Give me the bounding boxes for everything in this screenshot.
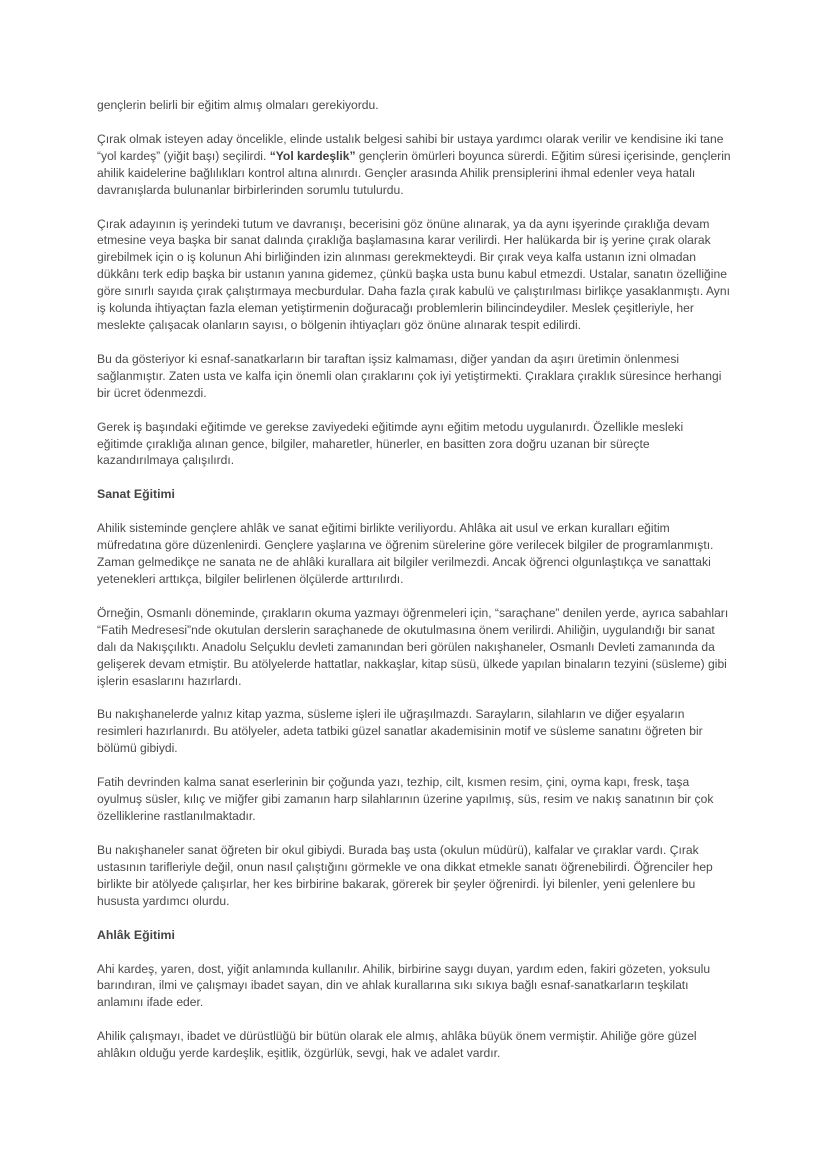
paragraph-3: Çırak adayının iş yerindeki tutum ve davranışı, becerisini göz önüne alınarak, ya da aynı işyerinde çıraklığa devam etmesine veya başka bir sanat dalında çıraklığa başlamasına karar verilirdi. Her halükarda bir iş yerine çırak olarak girebilmek için o iş kolunun Ahi birliğinden izin alınması gerekmekteydi. Bir çırak veya kalfa ustanın izni olmadan dükkânı terk edip başka bir ustanın yanına gidemez, çünkü başka usta bunu kabul etmezdi. Ustalar, sanatın özelliğine göre sınırlı sayıda çırak çalıştırmaya mecburdular. Daha fazla çırak kabulü ve çalıştırılması birlikçe yasaklanmıştı. Aynı iş kolunda ihtiyaçtan fazla eleman yetiştirmenin doğuracağı problemlerin bilincindeydiler. Meslek çeşitleriyle, her meslekte çalışacak olanların sayısı, o bölgenin ihtiyaçları göz önüne alınarak tespit edilirdi.: [97, 216, 730, 332]
heading-ahlak-egitimi: Ahlâk Eğitimi: [97, 927, 175, 942]
paragraph-4: Bu da gösteriyor ki esnaf-sanatkarların bir taraftan işsiz kalmaması, diğer yandan da aşırı üretimin önlenmesi sağlanmıştır. Zaten usta ve kalfa için önemli olan çıraklarını çok iyi yetiştirmekti. Çıraklara çıraklık süresince herhangi bir ücret ödenmezdi.: [97, 351, 722, 400]
paragraph-2-rest: gençlerin ömürleri boyunca sürerdi. Eğitim süresi içerisinde, gençlerin ahilik kaidelerine bağlılıkları kontrol altına alınırdı. Gençler arasında Ahilik prensiplerini ihmal edenler veya hatalı davranışlarda bulunanlar birbirlerinden sorumlu tutulurdu.: [97, 148, 731, 197]
paragraph-10: Bu nakışhaneler sanat öğreten bir okul gibiydi. Burada baş usta (okulun müdürü), kalfalar ve çıraklar vardı. Çırak ustasının tarifleriyle değil, onun nasıl çalıştığını görmekle ve ona dikkat etmekle sanatı öğrenebilirdi. Öğrenciler hep birlikte bir atölyede çalışırlar, her kes birbirine bakarak, görerek bir şeyler öğrenirdi. İyi bilenler, yeni gelenlere bu hususta yardımcı olurdu.: [97, 842, 713, 908]
paragraph-2-intro: Çırak olmak isteyen aday öncelikle, elinde ustalık belgesi sahibi bir ustaya yardımcı olarak verilir ve kendisine iki tane “yol kardeş” (yiğit başı) seçilirdi.: [97, 131, 724, 163]
paragraph-6: Ahilik sisteminde gençlere ahlâk ve sanat eğitimi birlikte veriliyordu. Ahlâka ait usul ve erkan kuralları eğitim müfredatına göre düzenlenirdi. Gençlere yaşlarına ve öğrenim sürelerine göre verilecek bilgiler de programlanmıştı. Zaman gelmedikçe ne sanata ne de ahlâki kurallara ait bilgiler verilmezdi. Ancak öğrenci olgunlaştıkça ve sanattaki yetenekleri arttıkça, bilgiler belirlenen ölçülerde arttırılırdı.: [97, 521, 714, 587]
paragraph-1: gençlerin belirli bir eğitim almış olmaları gerekiyordu.: [97, 98, 379, 112]
paragraph-2: [97, 131, 732, 199]
paragraph-7: Örneğin, Osmanlı döneminde, çırakların okuma yazmayı öğrenmeleri için, “saraçhane” denilen yerde, ayrıca sabahları “Fatih Medresesi”nde okutulan derslerin saraçhanede de okutulmasına önem verilirdi. Ahiliğin, uygulandığı bir sanat dalı da Nakışçılıktı. Anadolu Selçuklu devleti zamanından beri görülen nakışhaneler, Osmanlı Devleti zamanında da gelişerek devam etmiştir. Bu atölyelerde hattatlar, nakkaşlar, kitap süsü, ülkede yapılan binaların tezyini (süsleme) gibi işlerin esaslarını hazırlardı.: [97, 605, 729, 688]
heading-sanat-egitimi: Sanat Eğitimi: [97, 487, 175, 502]
paragraph-9: Fatih devrinden kalma sanat eserlerinin bir çoğunda yazı, tezhip, cilt, kısmen resim, çini, oyma kapı, fresk, taşa oyulmuş süsler, kılıç ve miğfer gibi zamanın harp silahlarının üzerine yapılmış, süs, resim ve nakış sanatının bir çok özelliklerine rastlanılmaktadır.: [97, 775, 714, 823]
paragraph-12: Ahilik çalışmayı, ibadet ve dürüstlüğü bir bütün olarak ele almış, ahlâka büyük önem vermiştir. Ahiliğe göre güzel ahlâkın olduğu yerde kardeşlik, eşitlik, özgürlük, sevgi, hak ve adalet vardır.: [97, 1029, 697, 1061]
paragraph-5: Gerek iş başındaki eğitimde ve gerekse zaviyedeki eğitimde aynı eğitim metodu uygulanırdı. Özellikle mesleki eğitimde çıraklığa alınan gence, bilgiler, maharetler, hünerler, en basitten zora doğru uzanan bir süreçte kazandırılmaya çalışılırdı.: [97, 419, 684, 468]
paragraph-8: Bu nakışhanelerde yalnız kitap yazma, süsleme işleri ile uğraşılmazdı. Sarayların, silahların ve diğer eşyaların resimleri hazırlanırdı. Bu atölyeler, adeta tatbiki güzel sanatlar akademisinin motif ve süsleme sanatını öğreten bir bölümü gibiydi.: [97, 707, 703, 756]
yol-kardeslik-bold: “Yol kardeşlik”: [269, 148, 356, 163]
paragraph-11: Ahi kardeş, yaren, dost, yiğit anlamında kullanılır. Ahilik, birbirine saygı duyan, yardım eden, fakiri gözeten, yoksulu barındıran, ilmi ve çalışmayı ibadet sayan, din ve ahlak kurallarına sıkı sıkıya bağlı esnaf-sanatkarların teşkilatı anlamını ifade eder.: [97, 961, 711, 1010]
